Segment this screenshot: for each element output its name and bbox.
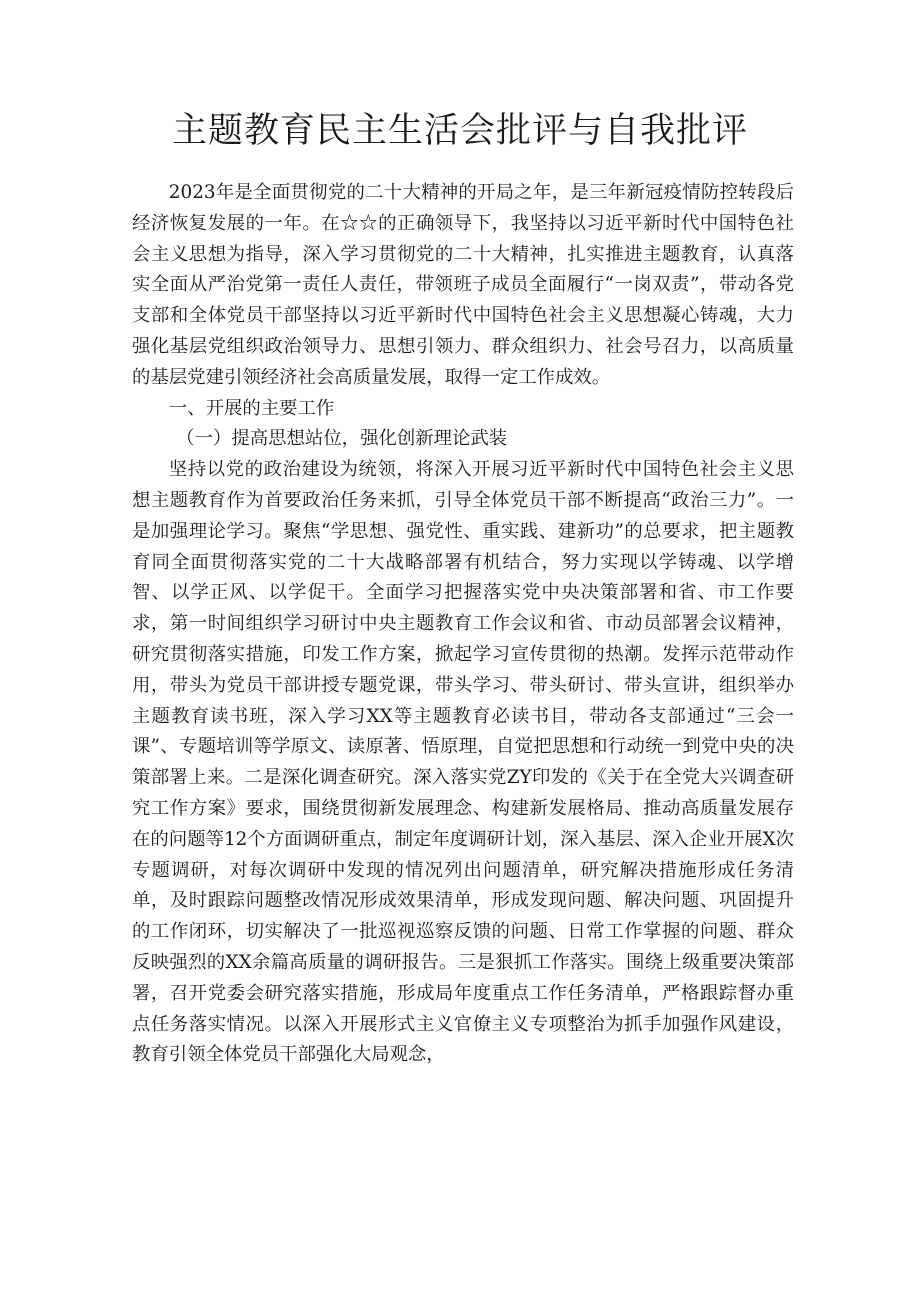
subsection-heading: （一）提高思想站位，强化创新理论武装 [176, 428, 508, 450]
document-body [132, 178, 794, 1071]
body-paragraph: 坚持以党的政治建设为统领，将深入开展习近平新时代中国特色社会主义思想主题教育作为首要政治任务来抓，引导全体党员干部不断提高“政治三力”。一是加强理论学习。聚焦“学思想、强党性、重实践、建新功”的总要求，把主题教育同全面贯彻落实党的二十大战略部署有机结合，努力实现以学铸魂、以学增智、以学正风、以学促干。全面学习把握落实党中央决策部署和省、市工作要求，第一时间组织学习研讨中央主题教育工作会议和省、市动员部署会议精神，研究贯彻落实措施，印发工作方案，掀起学习宣传贯彻的热潮。发挥示范带动作用，带头为党员干部讲授专题党课，带头学习、带头研讨、带头宣讲，组织举办主题教育读书班，深入学习XX等主题教育必读书目，带动各支部通过“三会一课”、专题培训等学原文、读原著、悟原理，自觉把思想和行动统一到党中央的决策部署上来。二是深化调查研究。深入落实党ZY印发的《关于在全党大兴调查研究工作方案》要求，围绕贯彻新发展理念、构建新发展格局、推动高质量发展存在的问题等12个方面调研重点，制定年度调研计划，深入基层、深入企业开展X次专题调研，对每次调研中发现的情况列出问题清单，研究解决措施形成任务清单，及时跟踪问题整改情况形成效果清单，形成发现问题、解决问题、巩固提升的工作闭环，切实解决了一批巡视巡察反馈的问题、日常工作掌握的问题、群众反映强烈的XX余篇高质量的调研报告。三是狠抓工作落实。围绕上级重要决策部署，召开党委会研究落实措施，形成局年度重点工作任务清单，严格跟踪督办重点任务落实情况。以深入开展形式主义官僚主义专项整治为抓手加强作风建设，教育引领全体党员干部强化大局观念， [132, 459, 794, 1066]
section-heading: 一、开展的主要工作 [168, 397, 335, 419]
intro-paragraph: 2023年是全面贯彻党的二十大精神的开局之年，是三年新冠疫情防控转段后经济恢复发展的一年。在☆☆的正确领导下，我坚持以习近平新时代中国特色社会主义思想为指导，深入学习贯彻党的二十大精神，扎实推进主题教育，认真落实全面从严治党第一责任人责任，带领班子成员全面履行“一岗双责”，带动各党支部和全体党员干部坚持以习近平新时代中国特色社会主义思想凝心铸魂，大力强化基层党组织政治领导力、思想引领力、群众组织力、社会号召力，以高质量的基层党建引领经济社会高质量发展，取得一定工作成效。 [132, 182, 794, 388]
document-title: 主题教育民主生活会批评与自我批评 [171, 111, 748, 151]
